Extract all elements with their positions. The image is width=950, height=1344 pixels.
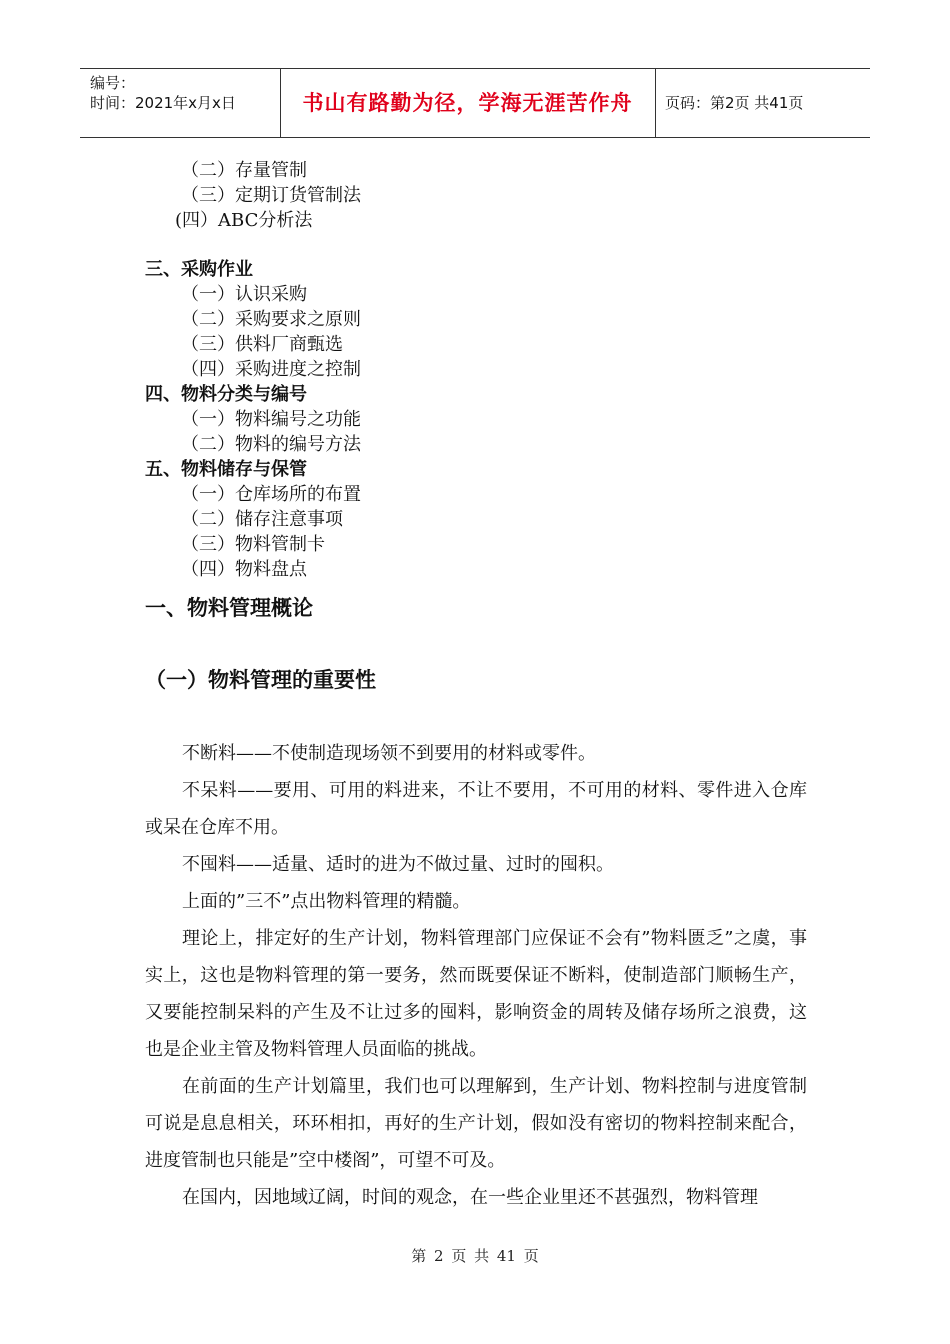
toc-chapter: 四、物料分类与编号 xyxy=(145,384,307,405)
toc-chapter: 三、采购作业 xyxy=(145,259,253,280)
toc-item: （二）储存注意事项 xyxy=(181,509,343,530)
toc-item: （四）采购进度之控制 xyxy=(181,359,361,380)
page-header xyxy=(80,68,870,138)
toc-item: （三）供料厂商甄选 xyxy=(181,334,343,355)
toc-item: （二）存量管制 xyxy=(181,160,307,181)
toc-item: （三）物料管制卡 xyxy=(181,534,325,555)
toc-spacer xyxy=(145,233,361,257)
header-divider xyxy=(655,69,656,137)
toc-item: (四）ABC分析法 xyxy=(175,210,313,231)
body-text xyxy=(145,735,807,1216)
toc-item: （一）物料编号之功能 xyxy=(181,409,361,430)
toc-item: （四）物料盘点 xyxy=(181,559,307,580)
toc-item: （三）定期订货管制法 xyxy=(181,185,361,206)
header-page-number: 页码：第2页 共41页 xyxy=(665,94,804,112)
paragraph: 在前面的生产计划篇里，我们也可以理解到，生产计划、物料控制与进度管制可说是息息相关，环环相扣，再好的生产计划，假如没有密切的物料控制来配合，进度管制也只能是”空中楼阁”，可望不可及。 xyxy=(145,1076,807,1171)
section-title: 一、物料管理概论 xyxy=(145,596,313,620)
date-label: 时间：2021年x月x日 xyxy=(90,94,236,112)
toc-item: （一）仓库场所的布置 xyxy=(181,484,361,505)
paragraph: 不断料——不使制造现场领不到要用的材料或零件。 xyxy=(182,743,596,764)
header-motto: 书山有路勤为径，学海无涯苦作舟 xyxy=(302,91,633,115)
paragraph: 不呆料——要用、可用的料进来，不让不要用，不可用的材料、零件进入仓库或呆在仓库不用。 xyxy=(145,780,807,838)
toc-chapter: 五、物料储存与保管 xyxy=(145,459,307,480)
toc-item: （二）采购要求之原则 xyxy=(181,309,361,330)
paragraph: 上面的”三不”点出物料管理的精髓。 xyxy=(182,891,471,912)
page-footer: 第 2 页 共 41 页 xyxy=(411,1247,539,1265)
paragraph: 在国内，因地域辽阔，时间的观念，在一些企业里还不甚强烈，物料管理 xyxy=(182,1187,758,1208)
toc-item: （二）物料的编号方法 xyxy=(181,434,361,455)
header-info xyxy=(90,73,236,113)
table-of-contents xyxy=(145,158,361,582)
serial-label: 编号： xyxy=(90,74,136,92)
paragraph: 理论上，排定好的生产计划，物料管理部门应保证不会有”物料匮乏”之虞，事实上，这也是物料管理的第一要务，然而既要保证不断料，使制造部门顺畅生产，又要能控制呆料的产生及不让过多的囤料，影响资金的周转及储存场所之浪费，这也是企业主管及物料管理人员面临的挑战。 xyxy=(145,928,807,1060)
paragraph: 不囤料——适量、适时的进为不做过量、过时的囤积。 xyxy=(182,854,614,875)
toc-item: （一）认识采购 xyxy=(181,284,307,305)
subsection-title: （一）物料管理的重要性 xyxy=(145,668,376,692)
